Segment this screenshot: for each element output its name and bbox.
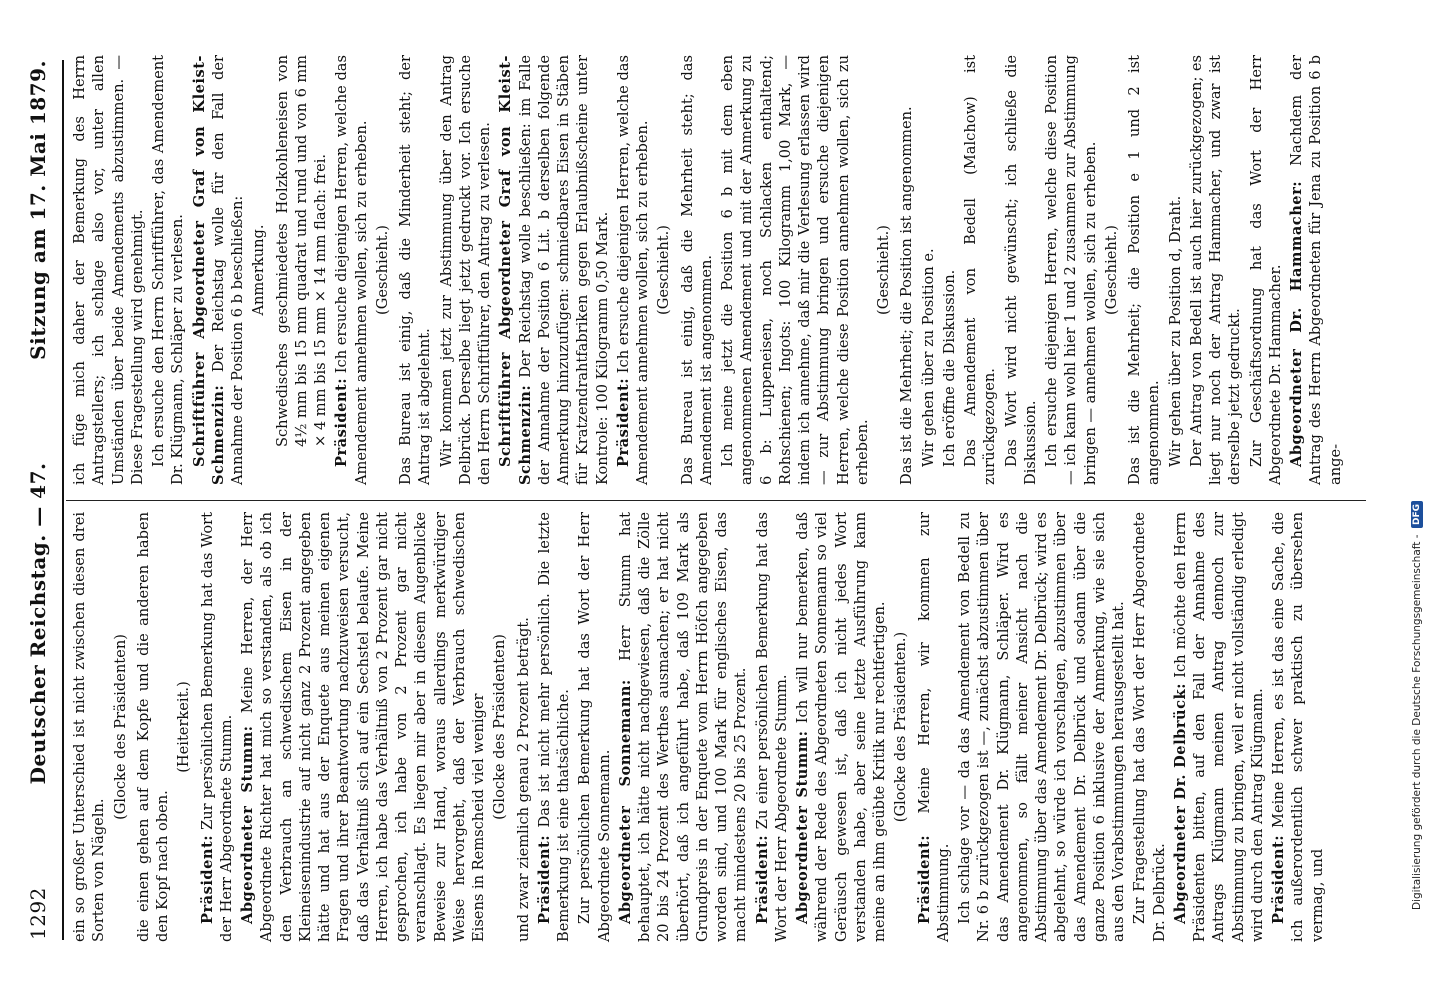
paragraph [332, 55, 371, 485]
paragraph [514, 512, 533, 942]
paragraph-text: Zur persönlichen Bemerkung hat das Wort der Herr Abgeordnete Sonnemann. [576, 512, 613, 942]
paragraph-text: Das ist die Mehrheit; die Position e 1 und 2 ist angenommen. [1126, 55, 1163, 485]
paragraph-text: Das Wort wird nicht gewünscht; ich schließe die Diskussion. [1002, 55, 1039, 485]
speaker-name: Abgeordneter Dr. Hammacher: [1288, 180, 1305, 467]
paragraph [919, 55, 938, 485]
paragraph [134, 512, 173, 942]
paragraph-text: Wir gehen über zu Position d, Draht. [1166, 195, 1184, 467]
paragraph [616, 512, 751, 942]
paragraph-text: (Geschieht.) [875, 225, 892, 315]
paragraph [678, 55, 717, 485]
paragraph-text: Zu einer persönlichen Bemerkung hat das Wort der Herr Abgeordnete Stumm. [753, 512, 790, 942]
paragraph [496, 55, 612, 485]
paragraph-text: Anmerkung. [250, 224, 268, 316]
paragraph-text: Ich will nur bemerken, daß während der Rede des Abgeordneten Sonnemann so viel Geräusch gewesen ist, daß ich nicht jedes Wort verstanden habe, aber seine letzte Ausführung kann meine an ihm geübte Kritik nur rechtfertigen. [794, 512, 888, 942]
digitization-credit [1404, 110, 1430, 910]
paragraph [1287, 55, 1345, 485]
paragraph [1102, 55, 1121, 485]
publication-title: Deutscher Reichstag. — 47. [26, 462, 50, 785]
paragraph [1130, 512, 1169, 942]
paragraph [190, 55, 248, 485]
paragraph [70, 512, 109, 942]
paragraph-text: Meine Herren, der Herr Abgeordnete Richter hat mich so verstanden, als ob ich den Verbrauch an schwedischem Eisen in der Kleineisenindustrie auf nicht ganz 2 Prozent angegeben hätte und hat aus der Enquete aus meinen eigenen Fragen und ihrer Beantwortung nachzuweisen versucht, daß das Verhältniß sich auf ein Sechstel belaufe. Meine Herren, ich habe das Verhältniß von 2 Prozent gar nicht gesprochen, ich habe von 2 Prozent gar nicht veranschlagt. Es liegen mir aber in diesem Augenblicke Beweise zur Hand, woraus allerdings merkwürdiger Weise hervorgeht, daß der Verbrauch schwedischen Eisens in Remscheid viel weniger [239, 512, 487, 942]
paragraph-text: Wir gehen über zu Position e. [919, 248, 937, 467]
paragraph-text: Ich ersuche diejenigen Herren, welche das Amendement annehmen wollen, sich zu erheben. [614, 55, 651, 485]
speaker-name: Präsident: [915, 834, 933, 924]
paragraph-text: Ich meine jetzt die Position 6 b mit dem eben angenommenen Amendement und mit der Anmerkung zu 6 b: Luppeneisen, noch Schlacken enthaltend; Rohschienen; Ingots: 100 Kilogramm 1,00 Mark, — indem ich annehme, daß mir die Verlesung erlassen wird — zur Abstimmung bringen und ersuche diejenigen Herren, welche diese Position annehmen wollen, sich zu erheben. [719, 55, 871, 485]
paragraph [940, 55, 959, 485]
header-rule [62, 60, 64, 940]
paragraph-text: Zur Fragestellung hat das Wort der Herr Abgeordnete Dr. Delbrück. [1131, 512, 1168, 942]
paragraph-text: Ich eröffne die Diskussion. [940, 269, 958, 467]
paragraph [915, 512, 954, 942]
column-divider [66, 500, 1366, 501]
paragraph [149, 55, 188, 485]
paragraph-text: Wir kommen jetzt zur Abstimmung über den Antrag Delbrück. Derselbe liegt jetzt gedruckt vor. Ich ersuche den Herrn Schriftführer, den Antrag zu verlesen. [437, 55, 493, 485]
paragraph-text: die einen gehen auf dem Kopfe und die anderen haben den Kopf nach oben. [134, 512, 171, 942]
paragraph-text: Zur persönlichen Bemerkung hat das Wort der Herr Abgeordnete Stumm. [198, 512, 235, 942]
paragraph-text: Zur Geschäftsordnung hat das Wort der Herr Abgeordnete Dr. Hammacher. [1247, 55, 1284, 485]
paragraph-text: Herr Stumm hat behauptet, ich hätte nicht nachgewiesen, daß die Zölle 20 bis 24 Prozent des Werthes ausmachen; er hat nicht überhört, daß ich angeführt habe, daß 109 Mark als Grundpreis in der Enquete vom Herrn Höfch angegeben worden sind, und 100 Mark für englisches Eisen, das macht mindestens 20 bis 25 Prozent. [616, 512, 750, 942]
paragraph-text: Das ist die Mehrheit; die Position ist angenommen. [898, 106, 916, 485]
paragraph-text: (Glocke des Präsidenten) [491, 634, 509, 820]
paragraph [654, 55, 673, 485]
paragraph [955, 512, 1128, 942]
paragraph-text: Ich schlage vor — da das Amendement von Bedell zu Nr. 6 b zurückgezogen ist —, zunächst abzustimmen über das Amendement Dr. Klügmann, Schläper. Wird es angenommen, so fällt meiner Ansicht nach die Abstimmung über das Amendement Dr. Delbrück; wird es abgelehnt, so würde ich vorschlagen, abzustimmen über das Amendement Dr. Delbrück und sodann über die ganze Position 6 inklusive der Anmerkung, wie sie sich aus den Vorabstimmungen herausgestellt hat. [956, 512, 1127, 942]
paragraph [535, 512, 574, 942]
paragraph-text: Das Bureau ist einig, daß die Mehrheit steht; das Amendement ist angenommen. [678, 55, 715, 485]
paragraph-text: Der Reichstag wolle beschließen: im Falle der Annahme der Position 6 Lit. b derselben folgende Anmerkung hinzuzufügen: schmiedbares Eisen in Stäben für Kratzendrahtfabriken gegen Erlaubnißscheine unter Kontrole: 100 Kilogramm 0,50 Mark. [516, 55, 611, 485]
paragraph [891, 512, 910, 942]
paragraph [238, 512, 488, 942]
paragraph-text: Schwedisches geschmiedetes Holzkohleneisen von 4½ mm bis 15 mm quadrat und rund und von 6 mm × 4 mm bis 15 mm × 14 mm flach: frei. [273, 55, 329, 447]
paragraph [70, 55, 147, 485]
speaker-name: Präsident: [753, 834, 771, 924]
paragraph-text: Meine Herren, wir kommen zur Abstimmung. [915, 512, 952, 942]
paragraph [1187, 55, 1245, 485]
paragraph-text: (Geschieht.) [655, 225, 673, 315]
speaker-name: Präsident: [1270, 834, 1287, 924]
paragraph-text: Ich ersuche diejenigen Herren, welche das Amendement annehmen wollen, sich zu erheben. [333, 55, 370, 485]
speaker-name: Präsident: [333, 377, 351, 467]
left-column [70, 512, 1329, 942]
speaker-name: Abgeordneter Dr. Delbrück: [1171, 682, 1189, 924]
paragraph [718, 55, 872, 485]
paragraph [575, 512, 614, 942]
speaker-name: Abgeordneter Stumm: [794, 730, 811, 924]
paragraph [396, 55, 435, 485]
paragraph-text: ein so großer Unterschied ist nicht zwischen diesen drei Sorten von Nägeln. [71, 512, 108, 942]
paragraph [614, 55, 653, 485]
paragraph-text: (Glocke des Präsidenten) [111, 634, 129, 820]
paragraph-text: (Heiterkeit.) [175, 681, 193, 773]
paragraph-text: und zwar ziemlich genau 2 Prozent beträgt. [514, 617, 532, 942]
paragraph-text: Das Amendement von Bedell (Malchow) ist zurückgezogen. [962, 55, 999, 485]
paragraph [111, 512, 130, 942]
paragraph [437, 55, 495, 485]
paragraph-text: Meine Herren, es ist das eine Sache, die ich außerordentlich schwer praktisch zu übersehen vermag, und [1270, 512, 1326, 942]
paragraph [1171, 512, 1267, 942]
paragraph-text: Nachdem der Antrag des Herrn Abgeordneten für Jena zu Position 6 b ange- [1288, 55, 1344, 485]
dfg-logo: DFG [1411, 501, 1423, 528]
speaker-name: Abgeordneter Sonnemann: [616, 679, 634, 924]
paragraph [174, 512, 193, 942]
paragraph [1042, 55, 1100, 485]
speaker-name: Schriftführer Abgeordneter Graf von Kleist-Schmenzin: [497, 55, 534, 485]
credit-text: Digitalisierung gefördert durch die Deutsche Forschungsgemeinschaft - [1411, 534, 1423, 910]
paragraph-text: Das ist nicht mehr persönlich. Die letzte Bemerkung ist eine thatsächliche. [535, 512, 572, 942]
paragraph-text: Der Antrag von Bedell ist auch hier zurückgezogen; es liegt nur noch der Antrag Hammacher, und zwar ist derselbe jetzt gedruckt. [1187, 55, 1244, 485]
speaker-name: Präsident: [535, 834, 553, 924]
paragraph [793, 512, 889, 942]
speaker-name: Präsident: [614, 377, 632, 467]
right-column [70, 55, 1347, 485]
paragraph [753, 512, 792, 942]
speaker-name: Abgeordneter Stumm: [239, 725, 256, 924]
paragraph-text: Ich möchte den Herrn Präsidenten bitten, auf den Fall der Annahme des Antrags Klügmann meinen Antrag dennoch zur Abstimmung zu bringen, weil er nicht vollständig erledigt wird durch den Antrag Klügmann. [1171, 511, 1266, 942]
paragraph [874, 55, 893, 485]
paragraph [897, 55, 916, 485]
page-number: 1292 [26, 887, 50, 940]
paragraph-text: Ich ersuche diejenigen Herren, welche diese Position — ich kann wohl hier 1 und 2 zusammen zur Abstimmung bringen — annehmen wollen, sich zu erheben. [1043, 55, 1099, 485]
paragraph-text: Das Bureau ist einig, daß die Minderheit steht; der Antrag ist abgelehnt. [397, 55, 434, 485]
speaker-name: Schriftführer Abgeordneter Graf von Kleist-Schmenzin: [190, 55, 227, 485]
paragraph [198, 512, 237, 942]
paragraph [373, 55, 392, 485]
paragraph-text: (Geschieht.) [373, 225, 391, 315]
paragraph [961, 55, 1000, 485]
paragraph-text: Ich ersuche den Herrn Schriftführer, das Amendement Dr. Klügmann, Schläper zu verlesen. [150, 55, 187, 485]
paragraph [273, 55, 331, 485]
running-head [18, 60, 58, 940]
paragraph [1269, 512, 1327, 942]
speaker-name: Präsident: [198, 834, 216, 924]
paragraph [1125, 55, 1164, 485]
paragraph-text: (Glocke des Präsidenten.) [892, 631, 910, 823]
paragraph [1247, 55, 1286, 485]
session-date: Sitzung am 17. Mai 1879. [26, 60, 50, 360]
paragraph-text: ich füge mich daher der Bemerkung des Herrn Antragstellers; ich schlage also vor, unter allen Umständen über beide Amendements abzustimmen. — Diese Fragestellung wird genehmigt. [71, 55, 146, 485]
paragraph-text: Der Reichstag wolle für den Fall der Annahme der Position 6 b beschließen: [209, 55, 246, 485]
paragraph [1166, 55, 1185, 485]
paragraph-text: (Geschieht.) [1102, 225, 1120, 315]
paragraph [249, 55, 268, 485]
paragraph [490, 512, 509, 942]
paragraph [1002, 55, 1041, 485]
